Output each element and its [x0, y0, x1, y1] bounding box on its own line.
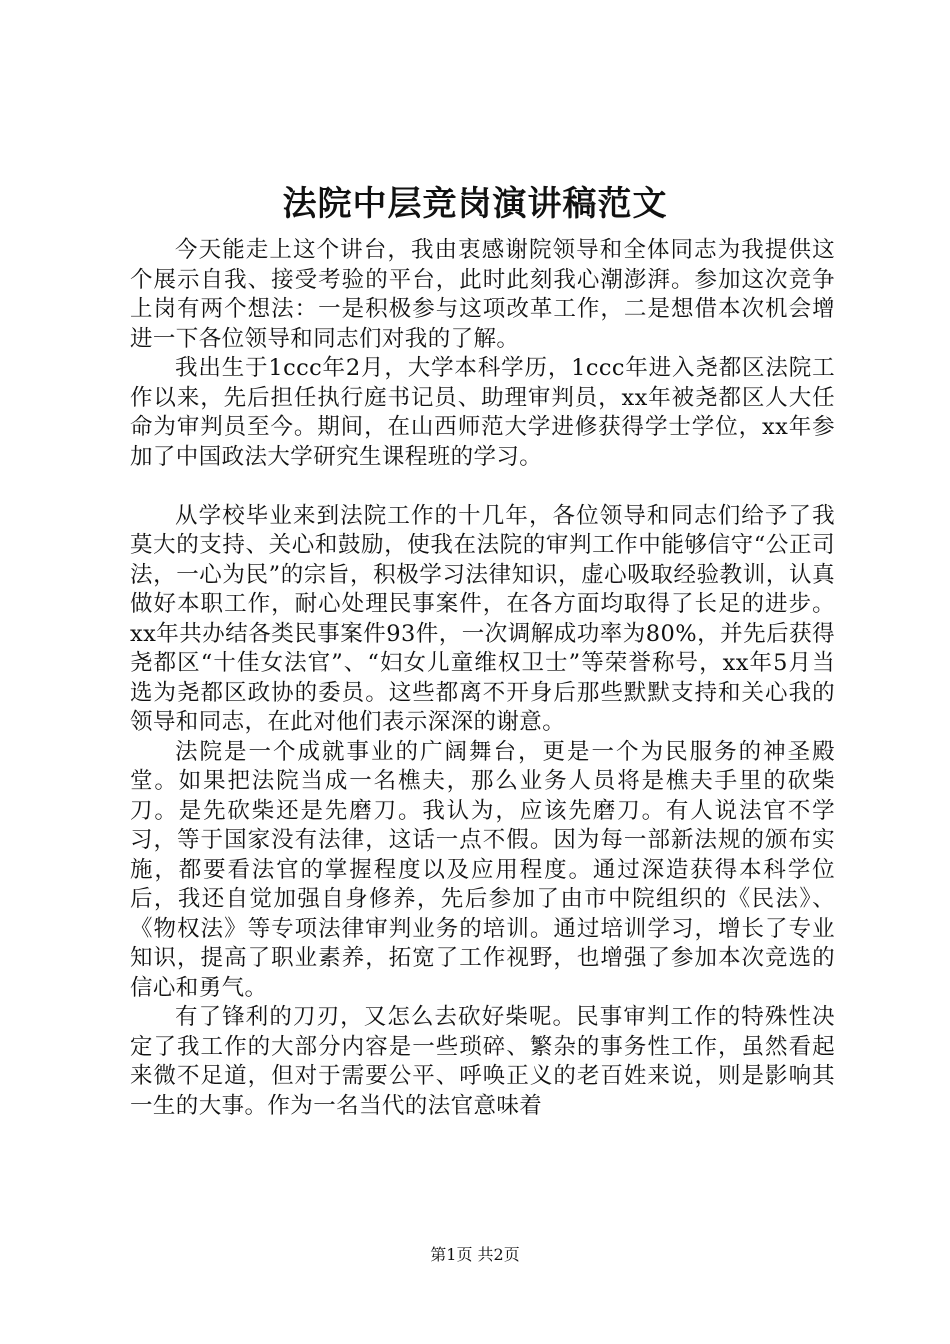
document-body [130, 236, 835, 1121]
page-footer: 第1页 共2页 [430, 1245, 520, 1264]
paragraph-spacer [130, 472, 835, 502]
paragraph-intro: 今天能走上这个讲台，我由衷感谢院领导和全体同志为我提供这个展示自我、接受考验的平台，此时此刻我心潮澎湃。参加这次竞争上岗有两个想法：一是积极参与这项改革工作，二是想借本次机会增进一下各位领导和同志们对我的了解。 [130, 237, 835, 352]
document-title: 法院中层竞岗演讲稿范文 [282, 184, 668, 224]
paragraph-learning: 法院是一个成就事业的广阔舞台，更是一个为民服务的神圣殿堂。如果把法院当成一名樵夫，那么业务人员将是樵夫手里的砍柴刀。是先砍柴还是先磨刀。我认为，应该先磨刀。有人说法官不学习，等于国家没有法律，这话一点不假。因为每一部新法规的颁布实施，都要看法官的掌握程度以及应用程度。通过深造获得本科学位后，我还自觉加强自身修养，先后参加了由市中院组织的《民法》、《物权法》等专项法律审判业务的培训。通过培训学习，增长了专业知识，提高了职业素养，拓宽了工作视野，也增强了参加本次竞选的信心和勇气。 [130, 738, 835, 1001]
paragraph-achievements: 从学校毕业来到法院工作的十几年，各位领导和同志们给予了我莫大的支持、关心和鼓励，使我在法院的审判工作中能够信守“公正司法，一心为民”的宗旨，积极学习法律知识，虚心吸取经验教训，认真做好本职工作，耐心处理民事案件，在各方面均取得了长足的进步。xx年共办结各类民事案件93件，一次调解成功率为80%，并先后获得尧都区“十佳女法官”、“妇女儿童维权卫士”等荣誉称号，xx年5月当选为尧都区政协的委员。这些都离不开身后那些默默支持和关心我的领导和同志，在此对他们表示深深的谢意。 [130, 502, 835, 735]
paragraph-background: 我出生于1ccc年2月，大学本科学历，1ccc年进入尧都区法院工作以来，先后担任执行庭书记员、助理审判员，xx年被尧都区人大任命为审判员至今。期间，在山西师范大学进修获得学士学位，xx年参加了中国政法大学研究生课程班的学习。 [130, 355, 835, 470]
paragraph-work: 有了锋利的刀刃，又怎么去砍好柴呢。民事审判工作的特殊性决定了我工作的大部分内容是一些琐碎、繁杂的事务性工作，虽然看起来微不足道，但对于需要公平、呼唤正义的老百姓来说，则是影响其一生的大事。作为一名当代的法官意味着 [130, 1004, 835, 1119]
